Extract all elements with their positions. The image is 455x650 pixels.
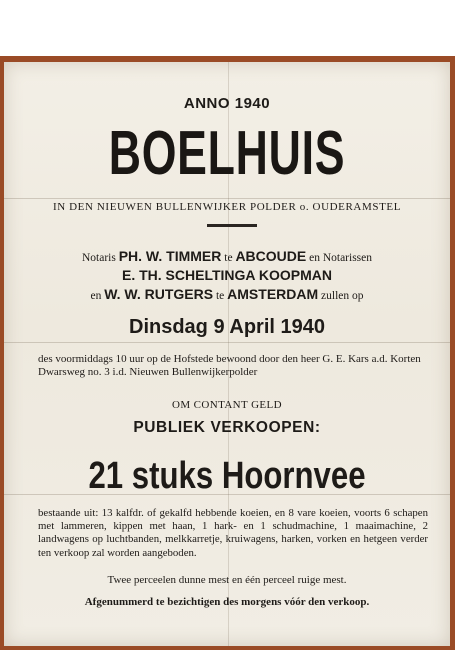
notary-line-3 bbox=[4, 286, 450, 302]
sale-heading: PUBLIEK VERKOOPEN: bbox=[133, 419, 321, 436]
notary-prefix: Notaris bbox=[81, 252, 116, 264]
notary-suffix: en Notarissen bbox=[309, 252, 373, 264]
payment-terms: OM CONTANT GELD bbox=[171, 399, 283, 411]
notary-name-1: PH. W. TIMMER bbox=[118, 248, 222, 264]
viewing-notice: Afgenummerd te bezichtigen des morgens vóór den verkoop. bbox=[84, 596, 370, 608]
notary-te: te bbox=[215, 290, 225, 302]
lot-details: bestaande uit: 13 kalfdr. of gekalfd hebbende koeien, en 8 vare koeien, voorts 6 schapen met lammeren, kippen met haan, 1 hark- en 1 schudmachine, 1 maaimachine, 2 landwagens op luchtbanden, melkkarretje, kruiwagens, harken, vorken en hetgeen verder ten verkoop zal worden aangeboden. bbox=[38, 507, 428, 559]
paper-fold bbox=[4, 342, 450, 343]
notary-city-3: AMSTERDAM bbox=[227, 286, 319, 302]
location-line: IN DEN NIEUWEN BULLENWIJKER POLDER o. OUDERAMSTEL bbox=[52, 201, 402, 213]
paper-fold bbox=[4, 198, 450, 199]
notary-prefix: en bbox=[90, 290, 102, 302]
poster-title: BOELHUIS bbox=[108, 119, 346, 188]
divider-rule bbox=[207, 224, 257, 227]
notary-line-1 bbox=[4, 248, 450, 264]
notary-te: te bbox=[224, 252, 233, 264]
livestock-headline: 21 stuks Hoornvee bbox=[88, 455, 366, 497]
time-place-text: des voormiddags 10 uur op de Hofstede bewoond door den heer G. E. Kars a.d. Korten Dwarsweg no. 3 i.d. Nieuwen Bullenwijkerpolder bbox=[38, 353, 421, 378]
notary-name-2: E. TH. SCHELTINGA KOOPMAN bbox=[122, 267, 332, 283]
notary-suffix: zullen op bbox=[321, 290, 364, 302]
manure-lots: Twee perceelen dunne mest en één perceel ruige mest. bbox=[107, 574, 347, 586]
notary-city-1: ABCOUDE bbox=[235, 248, 307, 264]
poster-year: ANNO 1940 bbox=[183, 95, 271, 112]
notary-line-2 bbox=[4, 267, 450, 285]
auction-date: Dinsdag 9 April 1940 bbox=[129, 316, 325, 338]
notary-name-3: W. W. RUTGERS bbox=[104, 286, 214, 302]
